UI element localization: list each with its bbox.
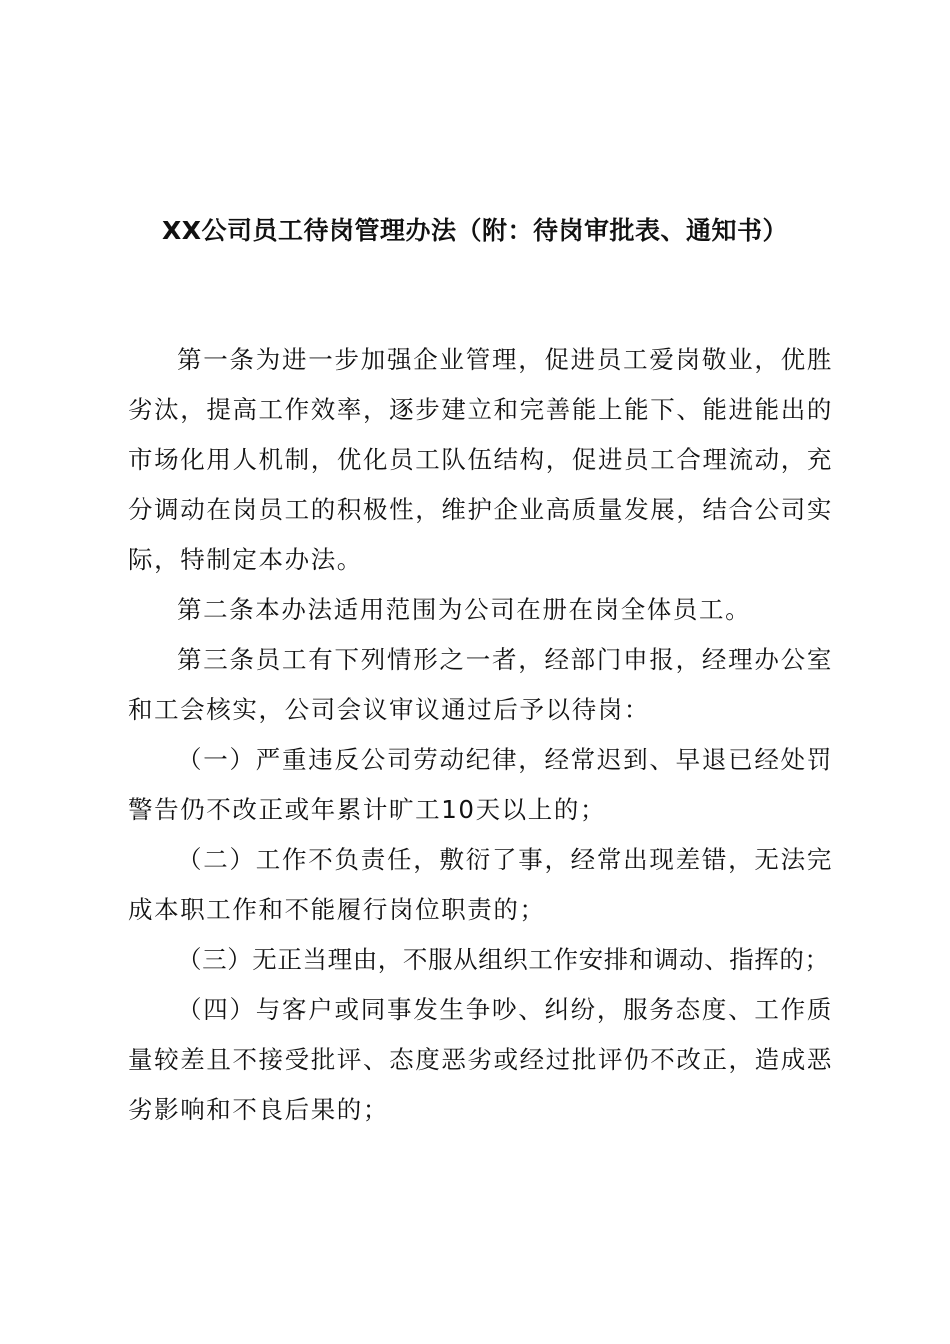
paragraph-item-1: （一）严重违反公司劳动纪律，经常迟到、早退已经处罚警告仍不改正或年累计旷工10天以上的；	[128, 745, 833, 824]
document-title: XX公司员工待岗管理办法（附：待岗审批表、通知书）	[161, 216, 789, 245]
paragraph-article-2: 第二条本办法适用范围为公司在册在岗全体员工。	[177, 595, 752, 624]
paragraph-article-1: 第一条为进一步加强企业管理，促进员工爱岗敬业，优胜劣汰，提高工作效率，逐步建立和完善能上能下、能进能出的市场化用人机制，优化员工队伍结构，促进员工合理流动，充分调动在岗员工的积极性，维护企业高质量发展，结合公司实际，特制定本办法。	[128, 345, 833, 574]
paragraph-item-4: （四）与客户或同事发生争吵、纠纷，服务态度、工作质量较差且不接受批评、态度恶劣或经过批评仍不改正，造成恶劣影响和不良后果的；	[128, 995, 833, 1124]
paragraph-article-3: 第三条员工有下列情形之一者，经部门申报，经理办公室和工会核实，公司会议审议通过后予以待岗：	[128, 645, 833, 724]
paragraph-item-3: （三）无正当理由，不服从组织工作安排和调动、指挥的；	[177, 945, 830, 974]
paragraph-item-2: （二）工作不负责任，敷衍了事，经常出现差错，无法完成本职工作和不能履行岗位职责的；	[128, 845, 833, 924]
document-body	[128, 335, 833, 1135]
